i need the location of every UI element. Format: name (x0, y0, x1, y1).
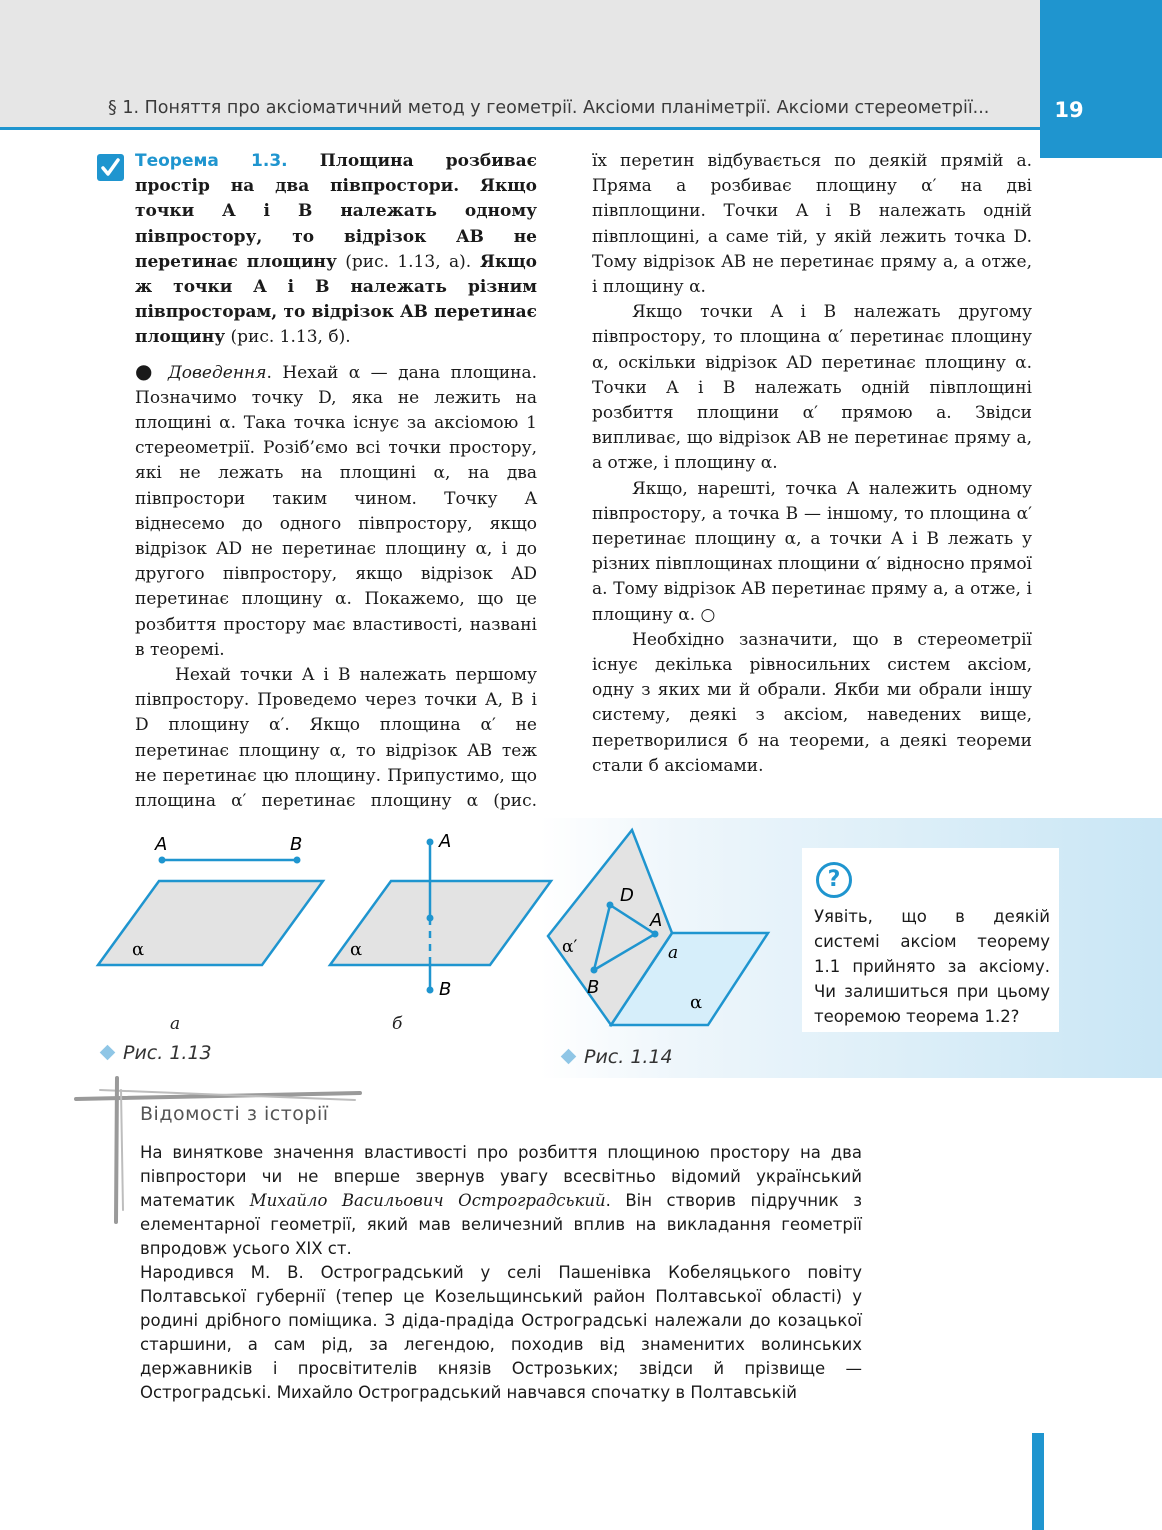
figure-1-14 (548, 830, 768, 1025)
diamond-icon (561, 1049, 577, 1065)
theorem-label: Теорема 1.3. (135, 151, 288, 171)
label-b-14: B (587, 977, 600, 998)
fig-13-sub-b: б (392, 1014, 403, 1034)
history-paragraph-1: На виняткове значення властивості про розбиття площиною простору на два півпростори чи не вперше звернув увагу всесвітньо відомий український математик Михайло Васильович Остроградський. Він створив підручник з елементарної геометрії, який мав величезний вплив на викладання геометрії впродовж усього XIX ст. (140, 1143, 862, 1258)
history-body (140, 1141, 862, 1405)
point-b-b (427, 987, 434, 994)
point-a-b (427, 839, 434, 846)
figure-1-13b (330, 831, 551, 1000)
intersection-point (427, 915, 434, 922)
point-a (159, 857, 166, 864)
theorem-statement-2: Якщо ж точки A і B належать різним півпросторам, то відрізок AB перетинає площину (135, 251, 537, 348)
proof-word: Доведення (167, 362, 267, 383)
right-paragraph-2: Якщо точки A і B належать другому півпростору, то площина α′ перетинає площину α, оскільки відрізок AD перетинає площину α. Точки A і B належать одній півплощині розбиття площини α′ прямою a. Звідси випливає, що відрізок AB не перетинає пряму a, а отже, і площину α. (592, 302, 1032, 474)
label-b: B (290, 834, 303, 855)
label-alpha: α (132, 939, 145, 960)
right-paragraph-4: Необхідно зазначити, що в стереометрії існує декілька рівносильних систем аксіом, одну з яких ми й обрали. Якби ми обрали іншу систему, деякі з аксіом, наведених вище, перетворилися б на теореми, а деякі теореми стали б аксіомами. (592, 629, 1032, 776)
left-paragraph-2: Нехай точки A і B належать першому півпростору. Проведемо через точки A, B і D площину α′. Якщо площина α′ не перетинає площину α, то відрізок AB теж не перетинає цю площину. Припустимо, що площина α′ перетинає площину α (рис. (135, 665, 537, 812)
theorem-statement-1: Площина розбиває простір на два півпростори. Якщо точки A і B належать одному півпростору, то відрізок AB не перетинає площину (135, 151, 537, 272)
plane-alpha-b (330, 881, 551, 965)
proof-text: . Нехай α — дана площина. Позначимо точку D, яка не лежить на площині α. Така точка існує за аксіомою 1 стереометрії. Розіб’ємо всі точки простору, які не лежать на площині α, на два півпростори таким чином. Точку A віднесемо до одного півпростору, якщо відрізок AD не перетинає площину α, і до другого півпростору, якщо відрізок AD перетинає площину α. Покажемо, що це розбиття простору має властивості, названі в теоремі. (135, 362, 538, 660)
question-text: Уявіть, що в деякій системі аксіом теорему 1.1 прийнято за аксіому. Чи залишиться при цьому теоремою теорема 1.2? (814, 907, 1050, 1026)
label-line-a-14: a (668, 943, 679, 963)
bottom-accent-bar (1032, 1433, 1044, 1530)
fig-13-sub-a: а (170, 1014, 181, 1034)
question-box (802, 848, 1059, 1032)
proof-bullet-icon: ● (135, 358, 158, 383)
figure-1-13a (98, 834, 323, 965)
question-mark-icon: ? (816, 862, 852, 898)
right-paragraph-3: Якщо, нарешті, точка A належить одному півпростору, а точка B — іншому, то площина α′ перетинає площину α, а точки A і B лежать у різних півплощинах площини α′ відносно прямої a. Тому відрізок AB перетинає пряму a, а отже, і площину α. ○ (592, 478, 1032, 625)
point-b-14 (591, 967, 598, 974)
label-a-b: A (439, 831, 452, 852)
point-b (294, 857, 301, 864)
point-a-14 (652, 931, 659, 938)
fig-13-caption: Рис. 1.13 (102, 1042, 212, 1064)
running-title: § 1. Поняття про аксіоматичний метод у геометрії. Аксіоми планіметрії. Аксіоми стереометрії... (108, 98, 990, 118)
history-paragraph-2: Народився М. В. Остроградський у селі Пашенівка Кобеляцького повіту Полтавської губернії (тепер це Козельщинський район Полтавської області) у родині дрібного поміщика. З діда-прадіда Остроградські належали до козацької старшини, а сам рід, за легендою, походив від знаменитих волинських державників і просвітителів князів Острозьких; звідси й прізвище — Остроградські. Михайло Остроградський навчався спочатку в Полтавській (140, 1263, 862, 1402)
label-alpha-b: α (350, 939, 363, 960)
label-d-14: D (620, 885, 634, 906)
theorem-reference-2: (рис. 1.13, б). (225, 327, 351, 348)
point-d-14 (607, 902, 614, 909)
history-title: Відомості з історії (140, 1103, 329, 1125)
label-alpha-prime-14: α′ (562, 937, 578, 957)
label-alpha-14: α (690, 992, 703, 1013)
mathematician-name: Михайло Васильович Остроградський (249, 1191, 606, 1210)
label-b-b: B (439, 979, 452, 1000)
fig-14-caption: Рис. 1.14 (563, 1046, 673, 1068)
theorem-reference-1: (рис. 1.13, а). (336, 251, 472, 272)
label-a-14: A (650, 910, 663, 931)
diamond-icon (100, 1045, 116, 1061)
page-number: 19 (1054, 98, 1084, 122)
right-paragraph-1: їх перетин відбувається по деякій прямій a. Пряма a розбиває площину α′ на дві півплощини. Точки A і B належать одній півплощині, а саме тій, у якій лежить точка D. Тому відрізок AB не перетинає пряму a, а отже, і площину α. (592, 151, 1032, 298)
label-a: A (155, 834, 168, 855)
